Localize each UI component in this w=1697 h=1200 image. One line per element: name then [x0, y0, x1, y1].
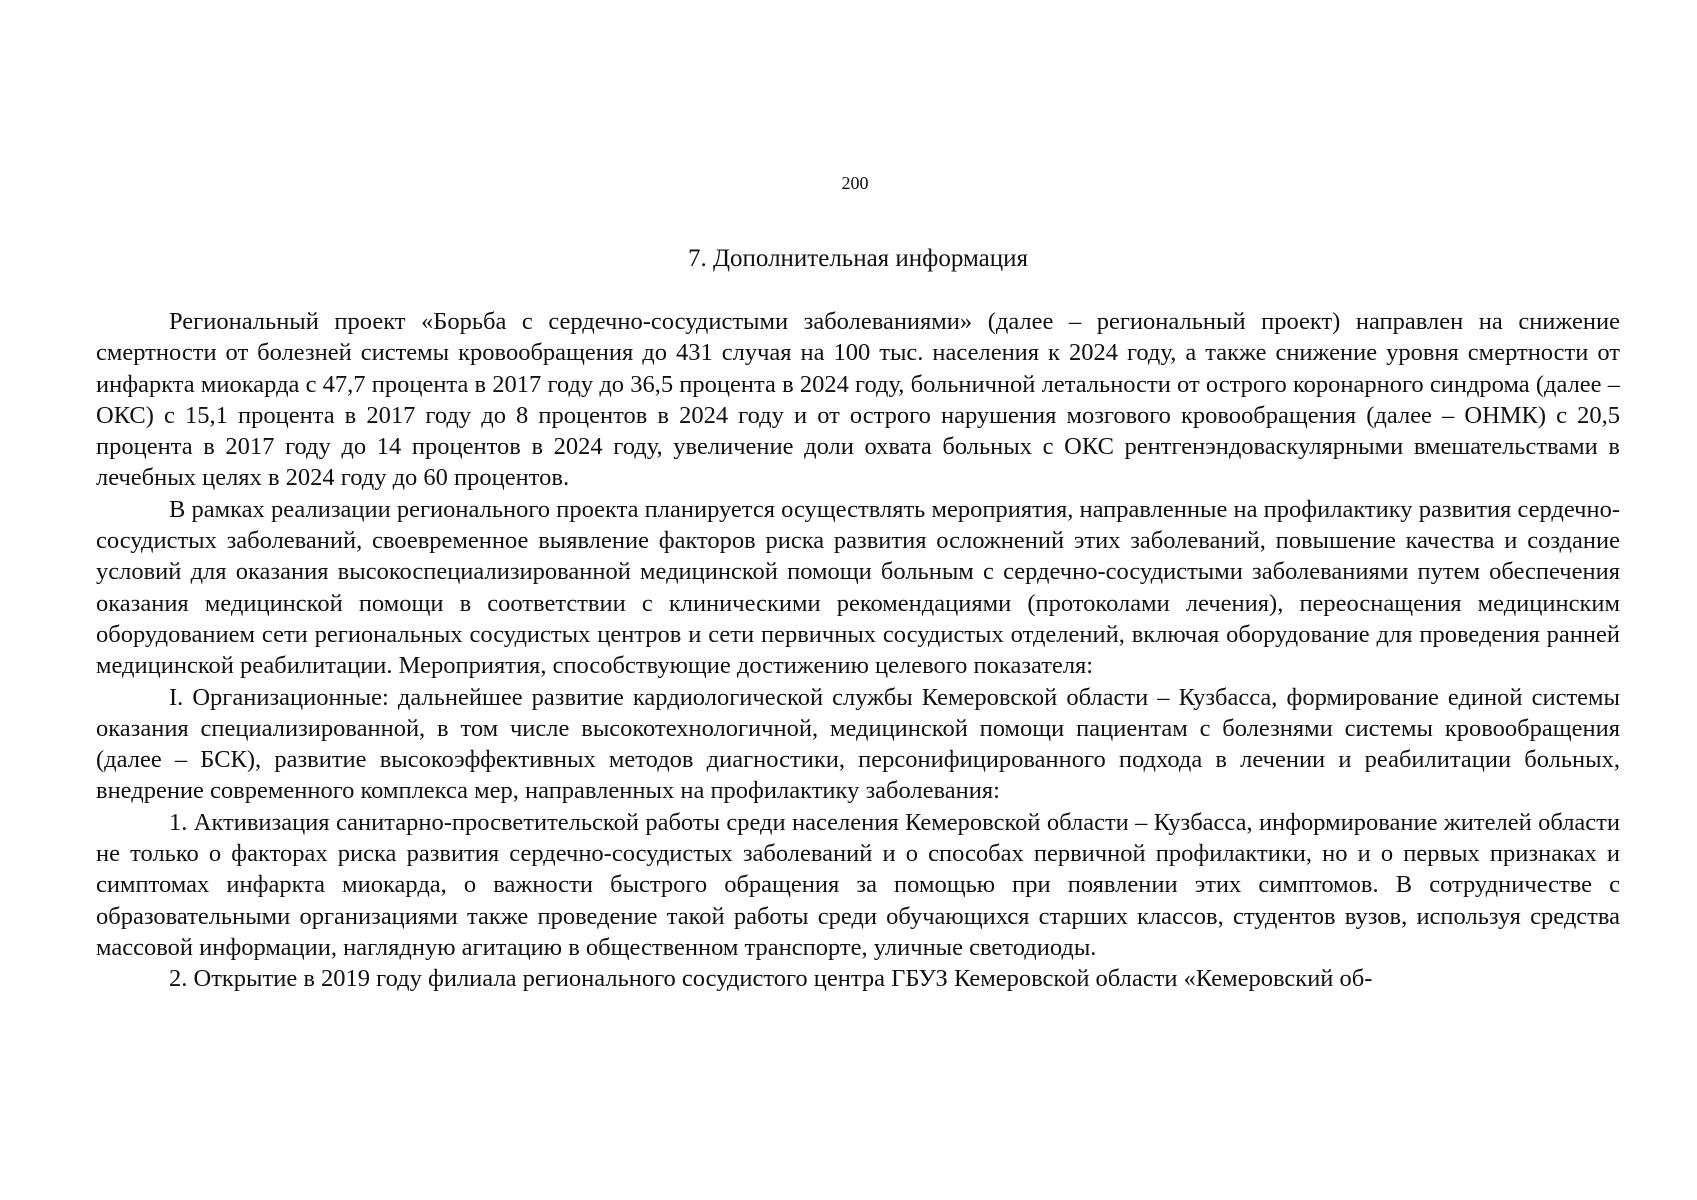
- paragraph-item-1: 1. Активизация санитарно-просветительской работы среди населения Кемеровской области – Кузбасса, информирование жителей области не только о факторах риска развития сердечно-сосудистых заболеваний и о способах первичной профилактики, но и о первых признаках и симптомах инфаркта миокарда, о важности быстрого обращения за помощью при появлении этих симптомов. В сотрудничестве с образовательными организациями также проведение такой работы среди обучающихся старших классов, студентов вузов, используя средства массовой информации, наглядную агитацию в общественном транспорте, уличные светодиоды.: [96, 808, 1620, 961]
- paragraph-organizational: I. Организационные: дальнейшее развитие кардиологической службы Кемеровской области – Кузбасса, формирование единой системы оказания специализированной, в том числе высокотехнологичной, медицинской помощи пациентам с болезнями системы кровообращения (далее – БСК), развитие высокоэффективных методов диагностики, персонифицированного подхода в лечении и реабилитации больных, внедрение современного комплекса мер, направленных на профилактику заболевания:: [96, 683, 1620, 805]
- paragraph-project-measures: В рамках реализации регионального проекта планируется осуществлять мероприятия, направленные на профилактику развития сердечно-сосудистых заболеваний, своевременное выявление факторов риска развития осложнений этих заболеваний, повышение качества и создание условий для оказания высокоспециализированной медицинской помощи больным с сердечно-сосудистыми заболеваниями путем обеспечения оказания медицинской помощи в соответствии с клиническими рекомендациями (протоколами лечения), переоснащения медицинским оборудованием сети региональных сосудистых центров и сети первичных сосудистых отделений, включая оборудование для проведения ранней медицинской реабилитации. Мероприятия, способствующие достижению целевого показателя:: [96, 495, 1620, 680]
- paragraph-project-goals: Региональный проект «Борьба с сердечно-сосудистыми заболеваниями» (далее – региональный проект) направлен на снижение смертности от болезней системы кровообращения до 431 случая на 100 тыс. населения к 2024 году, а также снижение уровня смертности от инфаркта миокарда с 47,7 процента в 2017 году до 36,5 процента в 2024 году, больничной летальности от острого коронарного синдрома (далее – ОКС) с 15,1 процента в 2017 году до 8 процентов в 2024 году и от острого нарушения мозгового кровообращения (далее – ОНМК) с 20,5 процента в 2017 году до 14 процентов в 2024 году, увеличение доли охвата больных с ОКС рентгенэндоваскулярными вмешательствами в лечебных целях в 2024 году до 60 процентов.: [96, 308, 1620, 492]
- document-body: [96, 306, 1620, 995]
- page-number: 200: [841, 173, 869, 193]
- section-title: 7. Дополнительная информация: [687, 245, 1029, 272]
- paragraph-item-2: 2. Открытие в 2019 году филиала регионального сосудистого центра ГБУЗ Кемеровской области «Кемеровский об-: [169, 965, 1373, 993]
